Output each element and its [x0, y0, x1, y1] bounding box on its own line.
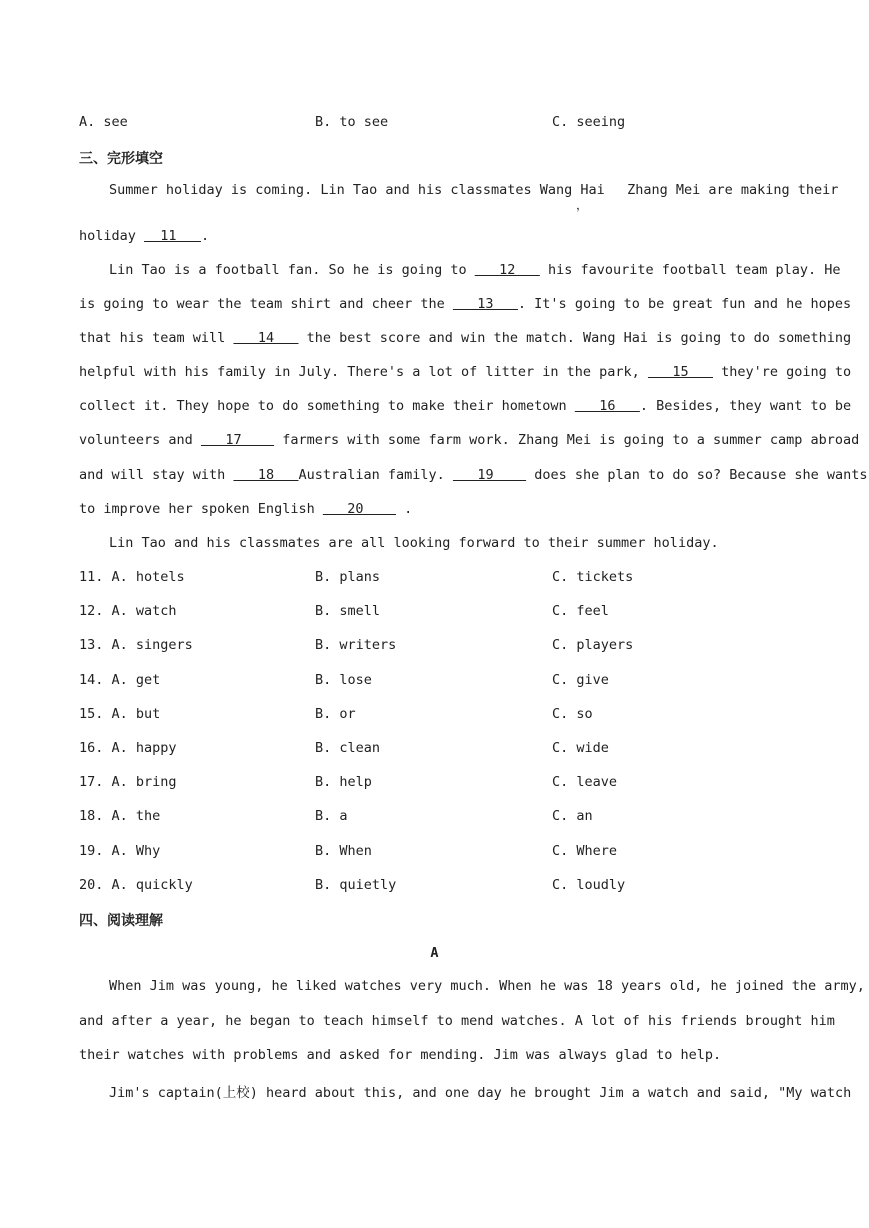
question-row: [0, 603, 869, 623]
passage-label: A: [430, 945, 439, 961]
blank-13: 13: [452, 296, 518, 312]
cloze-text: .: [200, 228, 210, 244]
blank-12: 12: [474, 262, 540, 278]
option-b: B. help: [315, 774, 372, 790]
question-row: [0, 843, 869, 863]
question-row: [0, 877, 869, 897]
option-c: C. feel: [552, 603, 609, 619]
option-a: A. see: [79, 114, 128, 130]
option-b: B. a: [315, 808, 348, 824]
cloze-text: the best score and win the match. Wang Hai is going to do something: [306, 330, 852, 346]
option-a: 19. A. Why: [79, 843, 161, 859]
blank-19: 19: [452, 467, 527, 483]
cloze-p2-line-8: [79, 501, 789, 517]
cloze-text: volunteers and: [79, 432, 193, 448]
option-a: 14. A. get: [79, 672, 161, 688]
cloze-text: to improve her spoken English: [79, 501, 315, 517]
options-row-10: [0, 114, 869, 134]
reading-line-4: Jim's captain(上校) heard about this, and one day he brought Jim a watch and said, "My watch: [109, 1085, 852, 1101]
blank-16: 16: [574, 398, 640, 414]
option-c: C. Where: [552, 843, 618, 859]
cloze-text: is going to wear the team shirt and cheer the: [79, 296, 445, 312]
question-row: [0, 774, 869, 794]
blank-20: 20: [322, 501, 396, 517]
cloze-text: Australian family.: [298, 467, 445, 483]
blank-18: 18: [233, 467, 299, 483]
blank-17: 17: [200, 432, 275, 448]
blank-14: 14: [233, 330, 299, 346]
cloze-text: they're going to: [721, 364, 852, 380]
option-c: C. wide: [552, 740, 609, 756]
blank-15: 15: [647, 364, 713, 380]
cloze-text: Lin Tao is a football fan. So he is going to: [109, 262, 467, 278]
question-row: [0, 672, 869, 692]
cloze-text: that his team will: [79, 330, 226, 346]
option-b: B. clean: [315, 740, 381, 756]
question-row: [0, 637, 869, 657]
cloze-p2-line-1: [109, 262, 841, 278]
cloze-text: collect it. They hope to do something to make their hometown: [79, 398, 567, 414]
cloze-text: . It's going to be great fun and he hopes: [517, 296, 852, 312]
blank-11: 11: [144, 228, 201, 244]
option-c: C. players: [552, 637, 634, 653]
option-c: C. loudly: [552, 877, 626, 893]
section-heading-cloze: 三、完形填空: [79, 151, 163, 167]
option-a: 13. A. singers: [79, 637, 193, 653]
option-b: B. lose: [315, 672, 372, 688]
option-b: B. smell: [315, 603, 381, 619]
cloze-text: helpful with his family in July. There's a lot of litter in the park,: [79, 364, 640, 380]
reading-line-2: and after a year, he began to teach himself to mend watches. A lot of his friends brought him: [79, 1013, 835, 1029]
cloze-line-1: [109, 182, 839, 198]
option-c: C. tickets: [552, 569, 634, 585]
reading-line-3: their watches with problems and asked for mending. Jim was always glad to help.: [79, 1047, 722, 1063]
cloze-p2-line-6: [79, 432, 860, 448]
question-row: [0, 808, 869, 828]
option-b: B. When: [315, 843, 372, 859]
option-c: C. give: [552, 672, 609, 688]
cloze-text: holiday: [79, 228, 136, 244]
cloze-text: his favourite football team play. He: [547, 262, 841, 278]
question-row: [0, 569, 869, 589]
section-heading-reading: 四、阅读理解: [79, 913, 163, 929]
option-a: 16. A. happy: [79, 740, 177, 756]
option-a: 12. A. watch: [79, 603, 177, 619]
cloze-p2-line-4: [79, 364, 852, 380]
option-c: C. so: [552, 706, 593, 722]
option-b: B. writers: [315, 637, 397, 653]
option-b: B. plans: [315, 569, 381, 585]
option-a: 11. A. hotels: [79, 569, 185, 585]
cloze-p2-line-3: [79, 330, 852, 346]
option-a: 20. A. quickly: [79, 877, 193, 893]
question-row: [0, 740, 869, 760]
cloze-text: farmers with some farm work. Zhang Mei is going to a summer camp abroad: [282, 432, 860, 448]
question-row: [0, 706, 869, 726]
option-c: C. seeing: [552, 114, 626, 130]
cloze-text: .: [404, 501, 413, 517]
option-a: 17. A. bring: [79, 774, 177, 790]
option-a: 15. A. but: [79, 706, 161, 722]
reading-line-1: When Jim was young, he liked watches very much. When he was 18 years old, he joined the army,: [109, 978, 865, 994]
option-c: C. an: [552, 808, 593, 824]
comma-mark: ，: [576, 198, 589, 212]
cloze-text: does she plan to do so? Because she wants: [534, 467, 868, 483]
cloze-line-2: [79, 228, 789, 244]
cloze-p2-line-7: [79, 467, 868, 483]
option-b: B. quietly: [315, 877, 397, 893]
cloze-text: and will stay with: [79, 467, 226, 483]
cloze-p3-line: Lin Tao and his classmates are all looking forward to their summer holiday.: [109, 535, 719, 551]
cloze-text: Zhang Mei are making their: [627, 182, 839, 198]
option-c: C. leave: [552, 774, 618, 790]
cloze-text: . Besides, they want to be: [639, 398, 852, 414]
cloze-p2-line-5: [79, 398, 852, 414]
option-b: B. or: [315, 706, 356, 722]
option-a: 18. A. the: [79, 808, 161, 824]
cloze-p2-line-2: [79, 296, 852, 312]
option-b: B. to see: [315, 114, 389, 130]
cloze-text: Summer holiday is coming. Lin Tao and his classmates Wang Hai: [109, 182, 605, 198]
